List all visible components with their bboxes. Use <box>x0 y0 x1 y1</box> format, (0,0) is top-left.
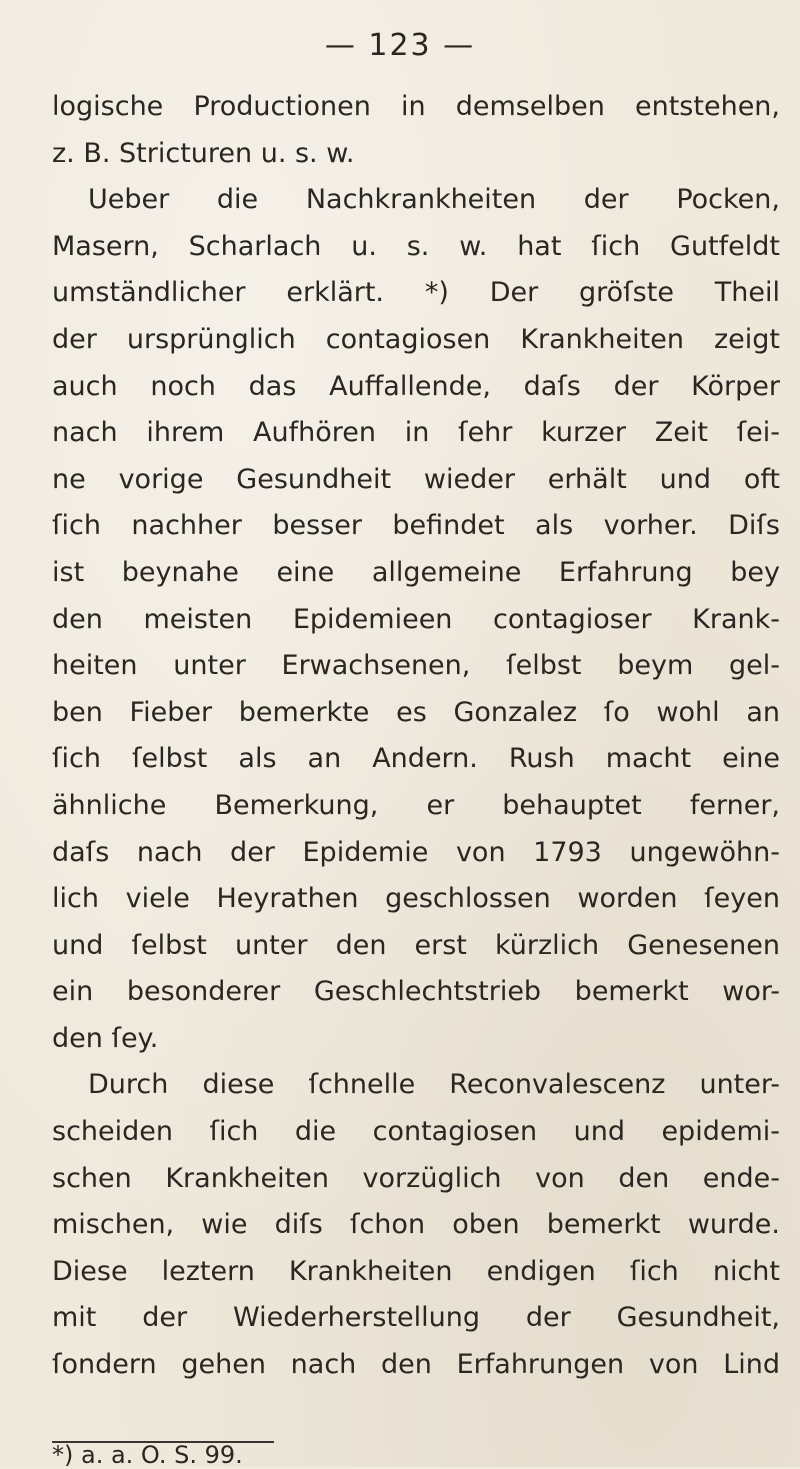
text-line: mischen, wie diſs ſchon oben bemerkt wurde. <box>52 1209 780 1241</box>
text-line: mit der Wiederherstellung der Gesundheit, <box>52 1302 780 1334</box>
text-line: ben Fieber bemerkte es Gonzalez ſo wohl an <box>52 696 780 728</box>
text-line: schen Krankheiten vorzüglich von den ende- <box>52 1162 780 1194</box>
text-line: den meisten Epidemieen contagioser Krank- <box>52 603 780 635</box>
text-line: Ueber die Nachkrankheiten der Pocken, <box>88 184 780 216</box>
text-line: und ſelbst unter den erst kürzlich Genesenen <box>52 929 780 961</box>
text-line: umständlicher erklärt. *) Der gröſste Theil <box>52 277 780 309</box>
text-line: auch noch das Auffallende, daſs der Körper <box>52 370 780 402</box>
page-number: — 123 — <box>324 28 476 63</box>
text-line: ist beynahe eine allgemeine Erfahrung bey <box>52 556 780 588</box>
text-line: logische Productionen in demselben entstehen, <box>52 91 780 122</box>
text-line: den ſey. <box>52 1022 159 1054</box>
text-line: daſs nach der Epidemie von 1793 ungewöhn- <box>52 836 780 868</box>
text-line: scheiden ſich die contagiosen und epidemi- <box>52 1116 780 1148</box>
text-line: ſondern gehen nach den Erfahrungen von Lind <box>52 1349 780 1381</box>
text-line: nach ihrem Aufhören in ſehr kurzer Zeit ſei- <box>52 417 780 449</box>
text-line: Masern, Scharlach u. s. w. hat ſich Gutfeldt <box>52 230 780 262</box>
text-line: z. B. Stricturen u. s. w. <box>52 137 355 169</box>
text-line: ne vorige Gesundheit wieder erhält und oft <box>52 463 780 495</box>
footnote: *) a. a. O. S. 99. <box>52 1441 243 1469</box>
text-line: lich viele Heyrathen geschlossen worden ſeyen <box>52 883 780 915</box>
text-line: der ursprünglich contagiosen Krankheiten zeigt <box>52 323 780 355</box>
text-line: heiten unter Erwachsenen, ſelbst beym gel- <box>52 650 780 682</box>
text-line: ähnliche Bemerkung, er behauptet ferner, <box>52 789 780 821</box>
text-line: ein besonderer Geschlechtstrieb bemerkt wor- <box>52 976 780 1008</box>
text-line: Diese leztern Krankheiten endigen ſich nicht <box>52 1255 780 1287</box>
text-line: ſich ſelbst als an Andern. Rush macht eine <box>52 743 780 775</box>
body-text <box>52 84 780 1389</box>
text-line: ſich nachher besser befindet als vorher. Diſs <box>52 510 780 542</box>
text-line: Durch diese ſchnelle Reconvalescenz unter- <box>88 1069 780 1101</box>
